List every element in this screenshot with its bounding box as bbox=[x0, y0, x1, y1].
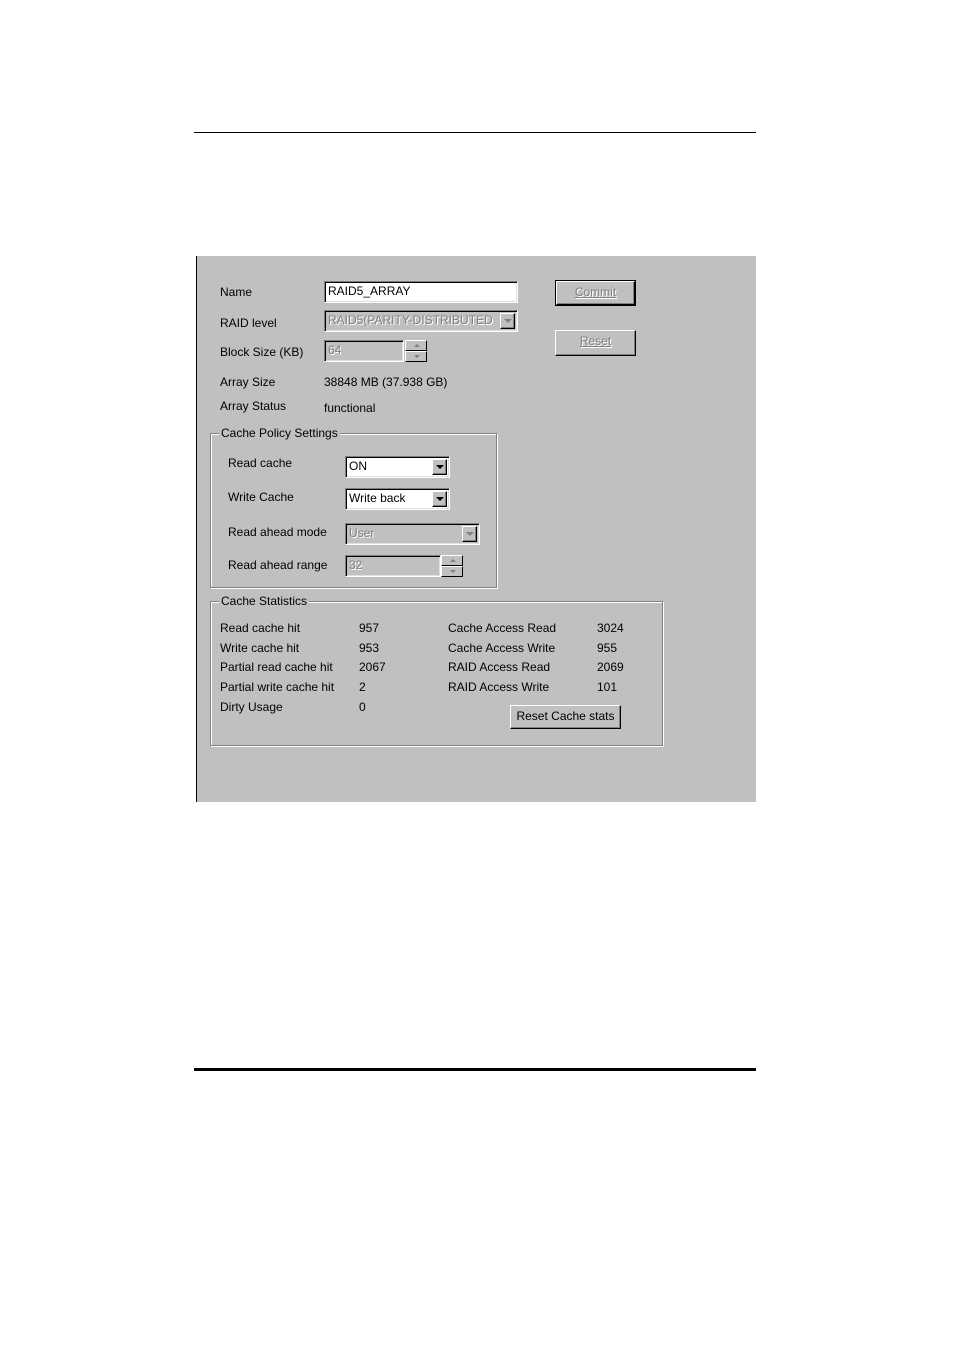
read-ahead-range-label: Read ahead range bbox=[228, 558, 328, 572]
spin-up-button[interactable] bbox=[441, 555, 463, 566]
cache-policy-group bbox=[210, 426, 497, 588]
block-size-label: Block Size (KB) bbox=[220, 345, 304, 359]
stat-value: 0 bbox=[359, 700, 366, 714]
read-ahead-mode-label: Read ahead mode bbox=[228, 525, 327, 539]
array-status-label: Array Status bbox=[220, 399, 287, 413]
arrow-up-icon bbox=[450, 559, 456, 562]
stat-value: 3024 bbox=[597, 621, 624, 635]
stat-value: 957 bbox=[359, 621, 380, 635]
read-ahead-mode-value: User bbox=[349, 526, 375, 540]
write-cache-label: Write Cache bbox=[228, 490, 294, 504]
stat-label: RAID Access Write bbox=[448, 680, 550, 694]
spin-down-button[interactable] bbox=[441, 566, 463, 577]
block-size-value: 64 bbox=[328, 343, 342, 357]
block-size-spinner[interactable] bbox=[405, 340, 427, 362]
raid-level-dropdown-button[interactable] bbox=[500, 313, 515, 329]
array-properties-panel bbox=[196, 256, 756, 802]
stat-value: 2069 bbox=[597, 660, 624, 674]
name-input-value: RAID5_ARRAY bbox=[328, 284, 411, 298]
top-rule bbox=[194, 132, 756, 133]
read-cache-select[interactable] bbox=[345, 456, 450, 478]
stat-label: Partial read cache hit bbox=[220, 660, 333, 674]
commit-button-label: Commit bbox=[574, 285, 617, 299]
reset-button-label: Reset bbox=[579, 334, 612, 348]
chevron-down-icon bbox=[436, 497, 444, 501]
stat-value: 2 bbox=[359, 680, 366, 694]
cache-statistics-group bbox=[210, 594, 663, 746]
read-cache-value: ON bbox=[349, 459, 367, 473]
write-cache-dropdown-button[interactable] bbox=[432, 491, 447, 507]
stat-value: 101 bbox=[597, 680, 618, 694]
stat-label: Read cache hit bbox=[220, 621, 301, 635]
stat-value: 955 bbox=[597, 641, 618, 655]
array-status-value: functional bbox=[324, 401, 376, 415]
chevron-down-icon bbox=[436, 465, 444, 469]
stat-label: Partial write cache hit bbox=[220, 680, 335, 694]
write-cache-select[interactable] bbox=[345, 488, 450, 510]
stat-value: 2067 bbox=[359, 660, 386, 674]
read-ahead-range-value: 32 bbox=[349, 558, 363, 572]
name-label: Name bbox=[220, 285, 253, 299]
name-input[interactable] bbox=[324, 281, 518, 303]
stat-label: RAID Access Read bbox=[448, 660, 551, 674]
arrow-up-icon bbox=[414, 344, 420, 347]
commit-button[interactable] bbox=[556, 281, 635, 305]
chevron-down-icon bbox=[466, 532, 474, 536]
block-size-input[interactable] bbox=[324, 340, 404, 362]
read-cache-label: Read cache bbox=[228, 456, 293, 470]
stat-value: 953 bbox=[359, 641, 380, 655]
read-ahead-mode-select[interactable] bbox=[345, 523, 480, 545]
stat-label: Write cache hit bbox=[220, 641, 300, 655]
array-size-label: Array Size bbox=[220, 375, 276, 389]
raid-level-value: RAID5(PARITY-DISTRIBUTED bbox=[328, 313, 493, 327]
array-size-value: 38848 MB (37.938 GB) bbox=[324, 375, 448, 389]
stat-label: Dirty Usage bbox=[220, 700, 283, 714]
raid-level-label: RAID level bbox=[220, 316, 277, 330]
reset-button[interactable] bbox=[555, 330, 636, 356]
write-cache-value: Write back bbox=[349, 491, 406, 505]
chevron-down-icon bbox=[504, 319, 512, 323]
read-ahead-range-input[interactable] bbox=[345, 555, 441, 577]
cache-policy-title: Cache Policy Settings bbox=[221, 426, 338, 440]
stat-label: Cache Access Read bbox=[448, 621, 557, 635]
spin-down-button[interactable] bbox=[405, 351, 427, 362]
raid-level-select[interactable] bbox=[324, 310, 518, 332]
cache-statistics-title: Cache Statistics bbox=[221, 594, 308, 608]
spin-up-button[interactable] bbox=[405, 340, 427, 351]
read-ahead-range-spinner[interactable] bbox=[441, 555, 463, 577]
read-ahead-mode-dropdown-button[interactable] bbox=[462, 526, 477, 542]
arrow-down-icon bbox=[414, 355, 420, 358]
arrow-down-icon bbox=[450, 570, 456, 573]
reset-cache-stats-button[interactable]: Reset Cache stats bbox=[510, 705, 621, 729]
stat-label: Cache Access Write bbox=[448, 641, 556, 655]
read-cache-dropdown-button[interactable] bbox=[432, 459, 447, 475]
bottom-rule bbox=[194, 1068, 756, 1071]
